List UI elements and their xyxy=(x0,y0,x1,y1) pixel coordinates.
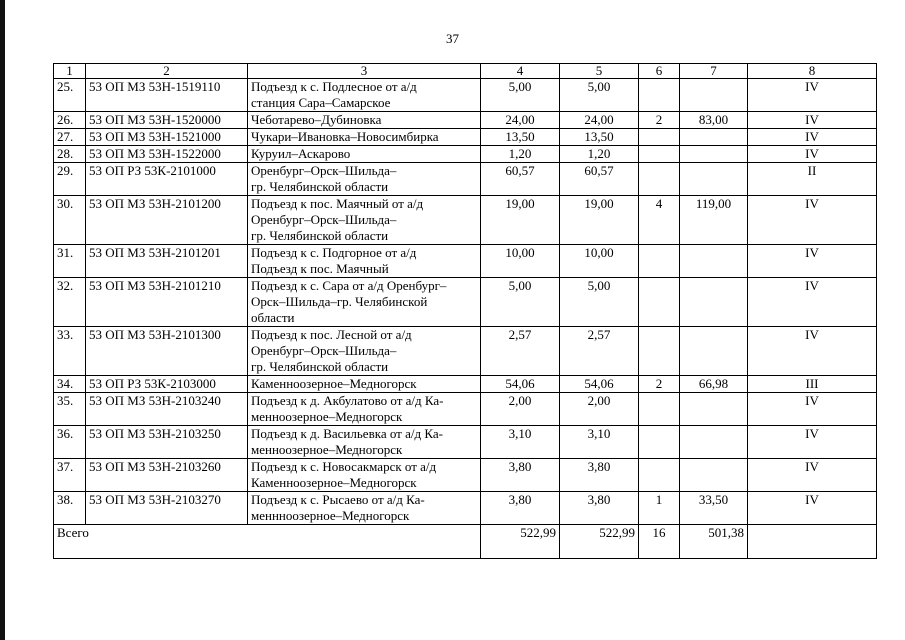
table-row xyxy=(54,129,877,146)
col6-value xyxy=(639,79,680,112)
col4-value: 24,00 xyxy=(481,112,560,129)
col8-category: IV xyxy=(748,492,877,525)
road-name-line: Каменноозерное–Медногорск xyxy=(251,475,417,490)
col7-value: 119,00 xyxy=(680,196,748,245)
col8-category: III xyxy=(748,376,877,393)
road-name xyxy=(248,163,481,196)
road-name-line: Орск–Шильда–гр. Челябинской xyxy=(251,294,428,309)
col5-value: 13,50 xyxy=(560,129,639,146)
road-name-line: меннноозерное–Медногорск xyxy=(251,508,410,523)
col8-category: IV xyxy=(748,278,877,327)
col4-value: 3,10 xyxy=(481,426,560,459)
total-col5: 522,99 xyxy=(560,525,639,559)
total-col7: 501,38 xyxy=(680,525,748,559)
road-name-line: гр. Челябинской области xyxy=(251,228,389,243)
road-name-line: Подъезд к пос. Маячный xyxy=(251,261,389,276)
col4-value: 19,00 xyxy=(481,196,560,245)
road-name xyxy=(248,376,481,393)
road-code: 53 ОП МЗ 53Н-2103270 xyxy=(86,492,248,525)
road-name xyxy=(248,393,481,426)
table-header-row xyxy=(54,64,877,79)
road-name-line: Подъезд к д. Васильевка от а/д Ка- xyxy=(251,426,443,441)
header-cell: 8 xyxy=(748,64,877,79)
col8-category: IV xyxy=(748,393,877,426)
road-name-line: Каменноозерное–Медногорск xyxy=(251,376,417,391)
col7-value xyxy=(680,129,748,146)
col4-value: 54,06 xyxy=(481,376,560,393)
col5-value: 54,06 xyxy=(560,376,639,393)
col4-value: 60,57 xyxy=(481,163,560,196)
col5-value: 2,57 xyxy=(560,327,639,376)
col8-category: IV xyxy=(748,459,877,492)
road-name-line: Куруил–Аскарово xyxy=(251,146,351,161)
road-name-line: гр. Челябинской области xyxy=(251,359,389,374)
row-number: 37. xyxy=(54,459,86,492)
road-name xyxy=(248,146,481,163)
road-name-line: Подъезд к с. Подлесное от а/д xyxy=(251,79,417,94)
road-name-line: станция Сара–Самарское xyxy=(251,95,391,110)
col5-value: 10,00 xyxy=(560,245,639,278)
col6-value xyxy=(639,393,680,426)
table-row xyxy=(54,79,877,112)
table-row xyxy=(54,327,877,376)
page-number: 37 xyxy=(446,31,459,46)
total-label: Всего xyxy=(54,525,481,559)
header-cell: 7 xyxy=(680,64,748,79)
col8-category: IV xyxy=(748,245,877,278)
row-number: 25. xyxy=(54,79,86,112)
road-code: 53 ОП МЗ 53Н-1519110 xyxy=(86,79,248,112)
col6-value xyxy=(639,146,680,163)
col7-value: 33,50 xyxy=(680,492,748,525)
table-row xyxy=(54,492,877,525)
road-code: 53 ОП МЗ 53Н-1522000 xyxy=(86,146,248,163)
road-name-line: Чеботарево–Дубиновка xyxy=(251,112,382,127)
col6-value xyxy=(639,245,680,278)
header-cell: 6 xyxy=(639,64,680,79)
row-number: 30. xyxy=(54,196,86,245)
col6-value xyxy=(639,327,680,376)
col6-value xyxy=(639,163,680,196)
table-row xyxy=(54,459,877,492)
row-number: 36. xyxy=(54,426,86,459)
row-number: 32. xyxy=(54,278,86,327)
col7-value xyxy=(680,327,748,376)
col5-value: 3,80 xyxy=(560,459,639,492)
col6-value xyxy=(639,426,680,459)
road-name-line: Подъезд к с. Сара от а/д Оренбург– xyxy=(251,278,447,293)
col7-value xyxy=(680,393,748,426)
road-name-line: Подъезд к с. Подгорное от а/д xyxy=(251,245,417,260)
road-code: 53 ОП МЗ 53Н-1520000 xyxy=(86,112,248,129)
col5-value: 5,00 xyxy=(560,278,639,327)
road-name-line: Чукари–Ивановка–Новосимбирка xyxy=(251,129,439,144)
road-code: 53 ОП МЗ 53Н-2103260 xyxy=(86,459,248,492)
road-code: 53 ОП МЗ 53Н-1521000 xyxy=(86,129,248,146)
col5-value: 3,10 xyxy=(560,426,639,459)
table-row xyxy=(54,146,877,163)
header-cell: 2 xyxy=(86,64,248,79)
road-code: 53 ОП РЗ 53К-2103000 xyxy=(86,376,248,393)
row-number: 29. xyxy=(54,163,86,196)
col6-value xyxy=(639,129,680,146)
header-cell: 5 xyxy=(560,64,639,79)
row-number: 27. xyxy=(54,129,86,146)
row-number: 38. xyxy=(54,492,86,525)
col5-value: 3,80 xyxy=(560,492,639,525)
col4-value: 3,80 xyxy=(481,459,560,492)
table-body xyxy=(54,64,877,559)
table-row xyxy=(54,376,877,393)
col7-value xyxy=(680,278,748,327)
col7-value xyxy=(680,245,748,278)
road-name xyxy=(248,278,481,327)
road-name-line: Оренбург–Орск–Шильда– xyxy=(251,163,397,178)
col6-value: 2 xyxy=(639,112,680,129)
col8-category: IV xyxy=(748,327,877,376)
roads-table xyxy=(53,63,877,559)
header-cell: 1 xyxy=(54,64,86,79)
col8-category: IV xyxy=(748,129,877,146)
scan-edge xyxy=(0,0,5,640)
road-name xyxy=(248,327,481,376)
road-code: 53 ОП МЗ 53Н-2103250 xyxy=(86,426,248,459)
total-col4: 522,99 xyxy=(481,525,560,559)
col7-value: 83,00 xyxy=(680,112,748,129)
col5-value: 2,00 xyxy=(560,393,639,426)
col5-value: 19,00 xyxy=(560,196,639,245)
road-name-line: Оренбург–Орск–Шильда– xyxy=(251,343,397,358)
col8-category: II xyxy=(748,163,877,196)
col4-value: 1,20 xyxy=(481,146,560,163)
col6-value xyxy=(639,459,680,492)
row-number: 34. xyxy=(54,376,86,393)
road-name xyxy=(248,112,481,129)
col6-value: 1 xyxy=(639,492,680,525)
col6-value: 4 xyxy=(639,196,680,245)
col4-value: 5,00 xyxy=(481,79,560,112)
table-row xyxy=(54,426,877,459)
col4-value: 2,57 xyxy=(481,327,560,376)
road-code: 53 ОП РЗ 53К-2101000 xyxy=(86,163,248,196)
col4-value: 3,80 xyxy=(481,492,560,525)
road-name xyxy=(248,426,481,459)
col7-value xyxy=(680,459,748,492)
total-col6: 16 xyxy=(639,525,680,559)
col8-category: IV xyxy=(748,426,877,459)
road-name xyxy=(248,129,481,146)
road-code: 53 ОП МЗ 53Н-2103240 xyxy=(86,393,248,426)
row-number: 26. xyxy=(54,112,86,129)
table-row xyxy=(54,163,877,196)
table-row xyxy=(54,278,877,327)
col5-value: 60,57 xyxy=(560,163,639,196)
road-name-line: Подъезд к с. Новосакмарск от а/д xyxy=(251,459,437,474)
col5-value: 5,00 xyxy=(560,79,639,112)
total-row xyxy=(54,525,877,559)
table-row xyxy=(54,245,877,278)
road-code: 53 ОП МЗ 53Н-2101201 xyxy=(86,245,248,278)
road-name-line: Подъезд к д. Акбулатово от а/д Ка- xyxy=(251,393,444,408)
road-name-line: Подъезд к пос. Маячный от а/д xyxy=(251,196,424,211)
table-row xyxy=(54,393,877,426)
table-row xyxy=(54,112,877,129)
road-name xyxy=(248,245,481,278)
col6-value xyxy=(639,278,680,327)
road-name-line: менноозерное–Медногорск xyxy=(251,442,403,457)
road-name-line: Оренбург–Орск–Шильда– xyxy=(251,212,397,227)
row-number: 31. xyxy=(54,245,86,278)
road-name-line: области xyxy=(251,310,295,325)
row-number: 28. xyxy=(54,146,86,163)
col4-value: 10,00 xyxy=(481,245,560,278)
col4-value: 5,00 xyxy=(481,278,560,327)
col8-category: IV xyxy=(748,79,877,112)
road-name xyxy=(248,492,481,525)
col7-value xyxy=(680,426,748,459)
header-cell: 3 xyxy=(248,64,481,79)
col7-value xyxy=(680,79,748,112)
road-name-line: гр. Челябинской области xyxy=(251,179,389,194)
col4-value: 13,50 xyxy=(481,129,560,146)
road-code: 53 ОП МЗ 53Н-2101300 xyxy=(86,327,248,376)
col5-value: 1,20 xyxy=(560,146,639,163)
col6-value: 2 xyxy=(639,376,680,393)
road-name-line: Подъезд к пос. Лесной от а/д xyxy=(251,327,412,342)
col4-value: 2,00 xyxy=(481,393,560,426)
col7-value xyxy=(680,146,748,163)
road-name xyxy=(248,79,481,112)
col7-value xyxy=(680,163,748,196)
col8-category: IV xyxy=(748,146,877,163)
col8-category: IV xyxy=(748,112,877,129)
table-row xyxy=(54,196,877,245)
header-cell: 4 xyxy=(481,64,560,79)
col8-category: IV xyxy=(748,196,877,245)
row-number: 35. xyxy=(54,393,86,426)
road-name xyxy=(248,196,481,245)
road-name xyxy=(248,459,481,492)
road-name-line: Подъезд к с. Рысаево от а/д Ка- xyxy=(251,492,425,507)
col5-value: 24,00 xyxy=(560,112,639,129)
road-code: 53 ОП МЗ 53Н-2101210 xyxy=(86,278,248,327)
col7-value: 66,98 xyxy=(680,376,748,393)
road-name-line: менноозерное–Медногорск xyxy=(251,409,403,424)
row-number: 33. xyxy=(54,327,86,376)
road-code: 53 ОП МЗ 53Н-2101200 xyxy=(86,196,248,245)
total-col8 xyxy=(748,525,877,559)
